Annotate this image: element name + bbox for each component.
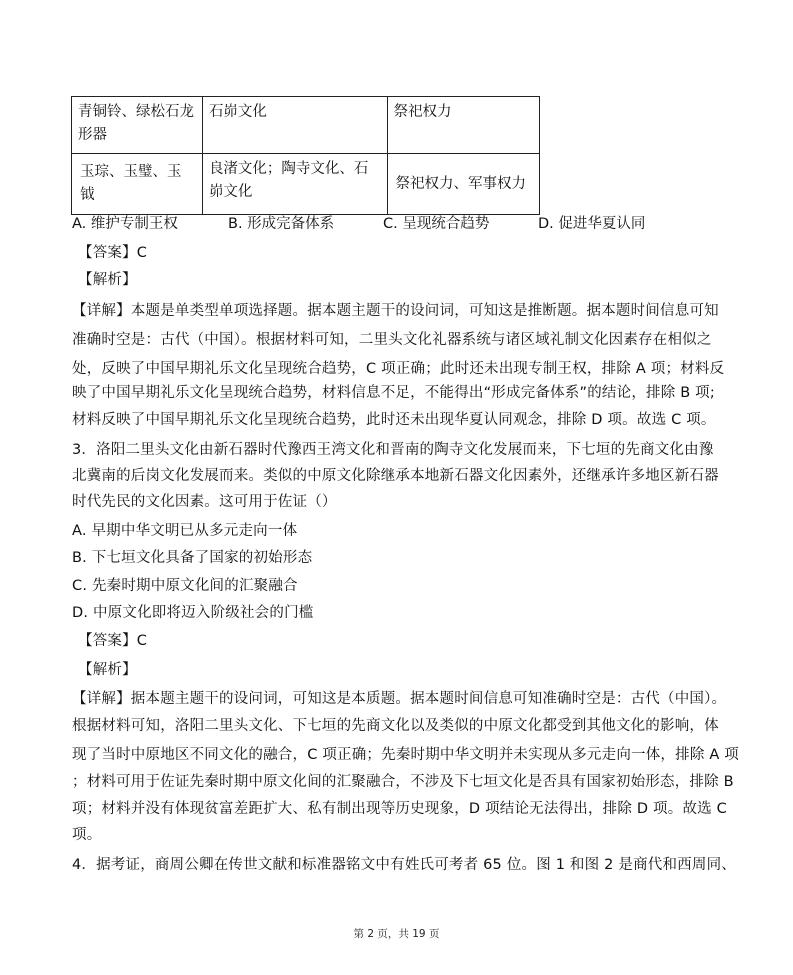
q2-detail-line: 准确时空是：古代（中国）。根据材料可知，二里头文化礼器系统与诸区域礼制文化因素存在相似之 <box>72 332 712 348</box>
q3-stem-line: 时代先民的文化因素。这可用于佐证（） <box>72 494 337 510</box>
q3-option-c: C. 先秦时期中原文化间的汇聚融合 <box>72 578 298 594</box>
q3-answer: 【答案】C <box>78 633 148 649</box>
table-cell: 石峁文化 <box>202 97 387 154</box>
q3-analysis-label: 【解析】 <box>78 662 137 678</box>
q3-stem-line: 3．洛阳二里头文化由新石器时代豫西王湾文化和晋南的陶寺文化发展而来，下七垣的先商文化由豫 <box>72 442 714 458</box>
table-cell: 玉琮、玉璧、玉钺 <box>72 154 203 215</box>
q2-analysis-label: 【解析】 <box>78 272 137 288</box>
table-row <box>72 154 540 215</box>
table-cell: 祭祀权力 <box>387 97 539 154</box>
q3-stem-line: 北冀南的后岗文化发展而来。类似的中原文化除继承本地新石器文化因素外，还继承许多地区新石器 <box>72 468 719 484</box>
q3-option-b: B. 下七垣文化具备了国家的初始形态 <box>72 550 313 566</box>
q2-detail-line: 【详解】本题是单类型单项选择题。据本题主题干的设问词，可知这是推断题。据本题时间信息可知 <box>72 303 719 319</box>
table-cell: 青铜铃、绿松石龙形器 <box>72 97 203 154</box>
q2-option-c: C. 呈现统合趋势 <box>383 216 490 232</box>
q3-detail-line: ；材料可用于佐证先秦时期中原文化间的汇聚融合，不涉及下七垣文化是否具有国家初始形态，排除 B <box>72 774 734 790</box>
q2-option-b: B. 形成完备体系 <box>228 216 335 232</box>
q2-option-d: D. 促进华夏认同 <box>538 216 646 232</box>
q3-option-a: A. 早期中华文明已从多元走向一体 <box>72 523 298 539</box>
q3-detail-line: 根据材料可知，洛阳二里头文化、下七垣的先商文化以及类似的中原文化都受到其他文化的影响，体 <box>72 718 719 734</box>
table-cell: 祭祀权力、军事权力 <box>387 154 539 215</box>
table-row <box>72 97 540 154</box>
q3-detail-line: 项。 <box>72 827 102 843</box>
q3-detail-line: 项；材料并没有体现贫富差距扩大、私有制出现等历史现象，D 项结论无法得出，排除 D 项。故选 C <box>72 801 727 817</box>
page-footer: 第 2 页，共 19 页 <box>353 928 440 940</box>
table-cell: 良渚文化；陶寺文化、石峁文化 <box>202 154 387 215</box>
q2-detail-line: 材料反映了中国早期礼乐文化呈现统合趋势，此时还未出现华夏认同观念，排除 D 项。故选 C 项。 <box>72 412 716 428</box>
q2-detail-line: 处，反映了中国早期礼乐文化呈现统合趋势，C 项正确；此时还未出现专制王权，排除 A 项；材料反 <box>72 361 725 377</box>
q3-detail-line: 现了当时中原地区不同文化的融合，C 项正确；先秦时期中华文明并未实现从多元走向一体，排除 A 项 <box>72 747 739 763</box>
q3-option-d: D. 中原文化即将迈入阶级社会的门槛 <box>72 605 314 621</box>
q4-stem-line: 4．据考证，商周公卿在传世文献和标准器铭文中有姓氏可考者 65 位。图 1 和图 2 是商代和西周同、 <box>72 857 736 873</box>
q2-detail-line: 映了中国早期礼乐文化呈现统合趋势，材料信息不足，不能得出“形成完备体系”的结论，排除 B 项; <box>72 385 715 401</box>
q3-detail-line: 【详解】据本题主题干的设问词，可知这是本质题。据本题时间信息可知准确时空是：古代（中国）。 <box>72 691 727 707</box>
q2-answer: 【答案】C <box>78 245 148 261</box>
materials-table <box>71 96 540 215</box>
q2-option-a: A. 维护专制王权 <box>72 216 178 232</box>
